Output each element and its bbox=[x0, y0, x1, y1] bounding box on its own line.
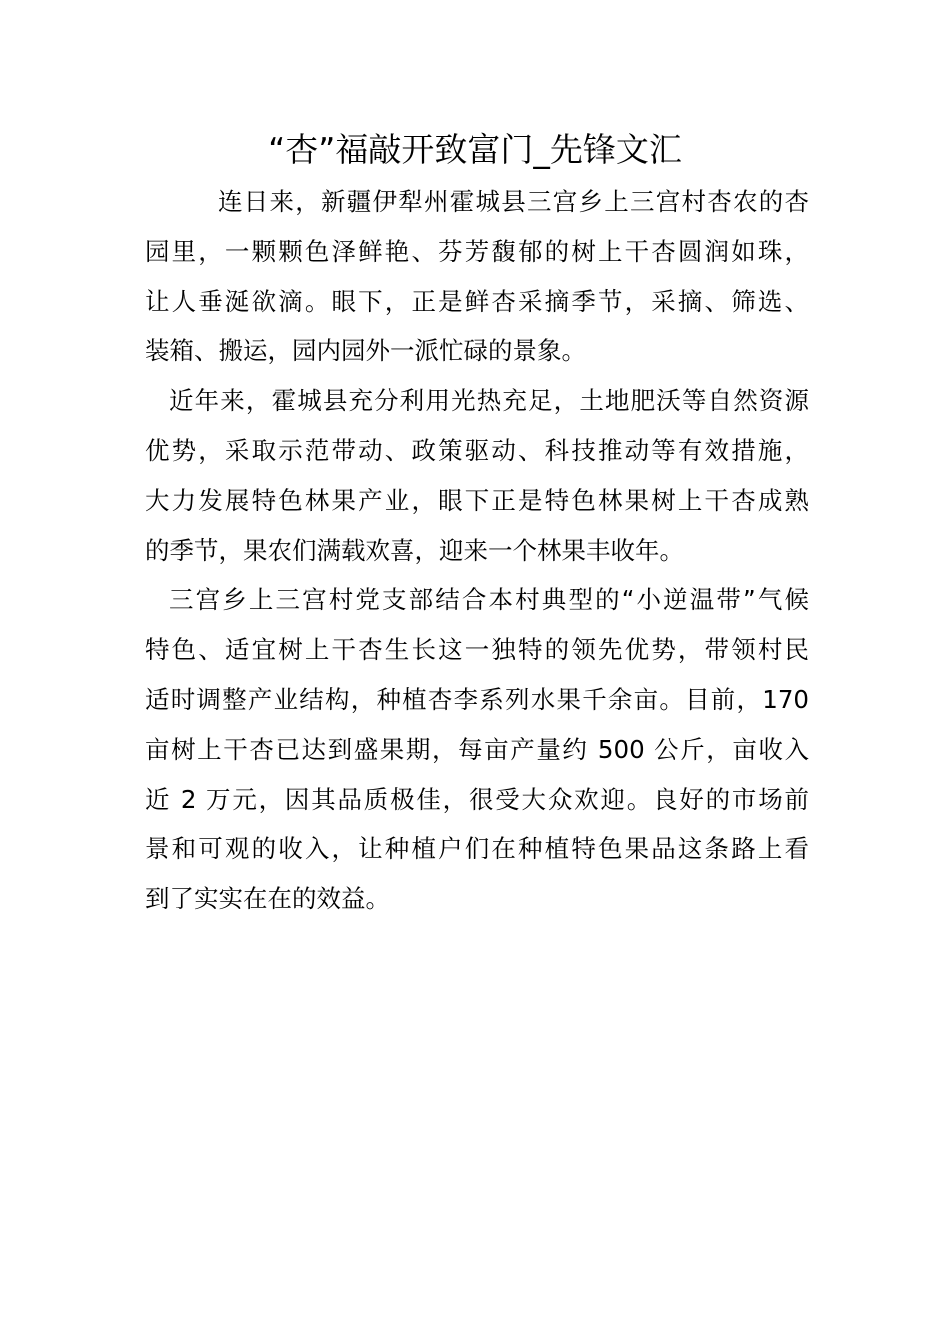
document-title: “杏”福敲开致富门_先锋文汇 bbox=[268, 130, 682, 169]
paragraph-line: 优势，采取示范带动、政策驱动、科技推动等有效措施， bbox=[145, 435, 809, 465]
paragraph-3 bbox=[145, 575, 809, 924]
paragraph-line: 园里，一颗颗色泽鲜艳、芬芳馥郁的树上干杏圆润如珠， bbox=[145, 236, 809, 266]
paragraph-line: 装箱、搬运，园内园外一派忙碌的景象。 bbox=[145, 336, 586, 366]
paragraph-line: 景和可观的收入，让种植户们在种植特色果品这条路上看 bbox=[145, 834, 809, 864]
paragraph-line: 到了实实在在的效益。 bbox=[145, 884, 390, 914]
paragraph-line: 近 2 万元，因其品质极佳，很受大众欢迎。良好的市场前 bbox=[145, 784, 809, 814]
paragraph-line: 让人垂涎欲滴。眼下，正是鲜杏采摘季节，采摘、筛选、 bbox=[145, 286, 809, 316]
paragraph-line: 近年来，霍城县充分利用光热充足，土地肥沃等自然资源 bbox=[169, 386, 809, 416]
paragraph-line: 特色、适宜树上干杏生长这一独特的领先优势，带领村民 bbox=[145, 635, 809, 665]
paragraph-line: 亩树上干杏已达到盛果期，每亩产量约 500 公斤，亩收入 bbox=[145, 734, 809, 764]
paragraph-line: 三宫乡上三宫村党支部结合本村典型的“小逆温带”气候 bbox=[169, 585, 809, 615]
paragraph-1 bbox=[145, 177, 809, 376]
paragraph-line: 适时调整产业结构，种植杏李系列水果千余亩。目前，170 bbox=[145, 684, 809, 714]
paragraph-line: 的季节，果农们满载欢喜，迎来一个林果丰收年。 bbox=[145, 535, 684, 565]
paragraph-line: 大力发展特色林果产业，眼下正是特色林果树上干杏成熟 bbox=[145, 485, 809, 515]
paragraph-line: 连日来，新疆伊犁州霍城县三宫乡上三宫村杏农的杏 bbox=[218, 187, 809, 216]
paragraph-2 bbox=[145, 376, 809, 575]
document-body bbox=[145, 177, 809, 924]
